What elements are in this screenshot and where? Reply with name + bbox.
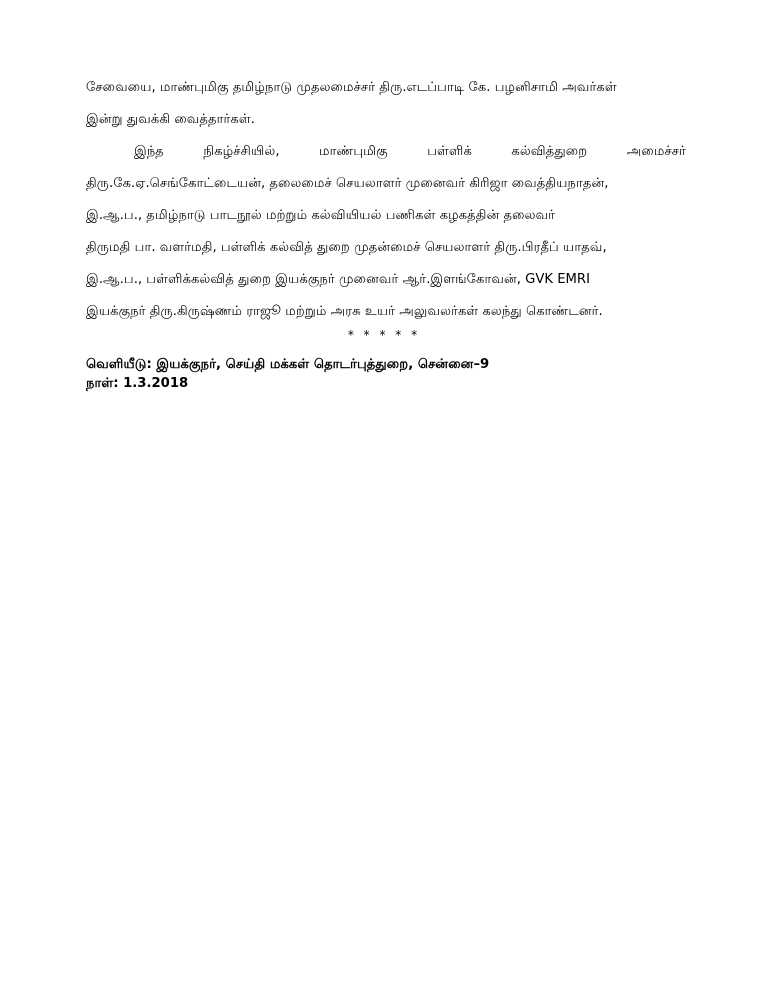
paragraph-one-line-1-text: சேவையை, மாண்புமிகு தமிழ்நாடு முதலமைச்சர் திரு.எடப்பாடி கே. பழனிசாமி அவர்கள் <box>86 80 617 95</box>
paragraph-two-line-6: இயக்குநர் திரு.கிருஷ்ணம் ராஜூ மற்றும் அரசு உயர் அலுவலர்கள் கலந்து கொண்டனர். <box>86 304 603 319</box>
paragraph-one <box>86 72 686 136</box>
paragraph-two-line-5: இ.ஆ.ப., பள்ளிக்கல்வித் துறை இயக்குநர் முனைவர் ஆர்.இளங்கோவன், GVK EMRI <box>86 272 590 287</box>
release-issuer: வெளியீடு: இயக்குநர், செய்தி மக்கள் தொடர்புத்துறை, சென்னை–9 <box>86 357 490 372</box>
paragraph-two-line-1 <box>86 136 686 168</box>
paragraph-two-line-2: திரு.கே.ஏ.செங்கோட்டையன், தலைமைச் செயலாளர் முனைவர் கிரிஜா வைத்தியநாதன், <box>86 176 609 191</box>
section-separator: * * * * * <box>347 328 421 342</box>
paragraph-two-line-3: இ.ஆ.ப., தமிழ்நாடு பாடநூல் மற்றும் கல்வியியல் பணிகள் கழகத்தின் தலைவர் <box>86 208 556 223</box>
release-date: நாள்: 1.3.2018 <box>86 376 189 391</box>
paragraph-two-word-2: நிகழ்ச்சியில், <box>203 144 280 159</box>
paragraph-two-word-1: இந்த <box>134 144 164 159</box>
paragraph-one-line-1 <box>86 72 686 104</box>
paragraph-two-line-4: திருமதி பா. வளர்மதி, பள்ளிக் கல்வித் துறை முதன்மைச் செயலாளர் திரு.பிரதீப் யாதவ், <box>86 240 607 255</box>
paragraph-two-word-4: பள்ளிக் <box>427 144 472 159</box>
paragraph-two-word-3: மாண்புமிகு <box>319 144 388 159</box>
press-release-footer <box>86 355 489 393</box>
paragraph-two-word-5: கல்வித்துறை <box>511 144 588 159</box>
paragraph-two <box>86 136 686 328</box>
paragraph-two-word-6: அமைச்சர் <box>626 144 686 159</box>
paragraph-one-line-2: இன்று துவக்கி வைத்தார்கள். <box>86 112 255 127</box>
